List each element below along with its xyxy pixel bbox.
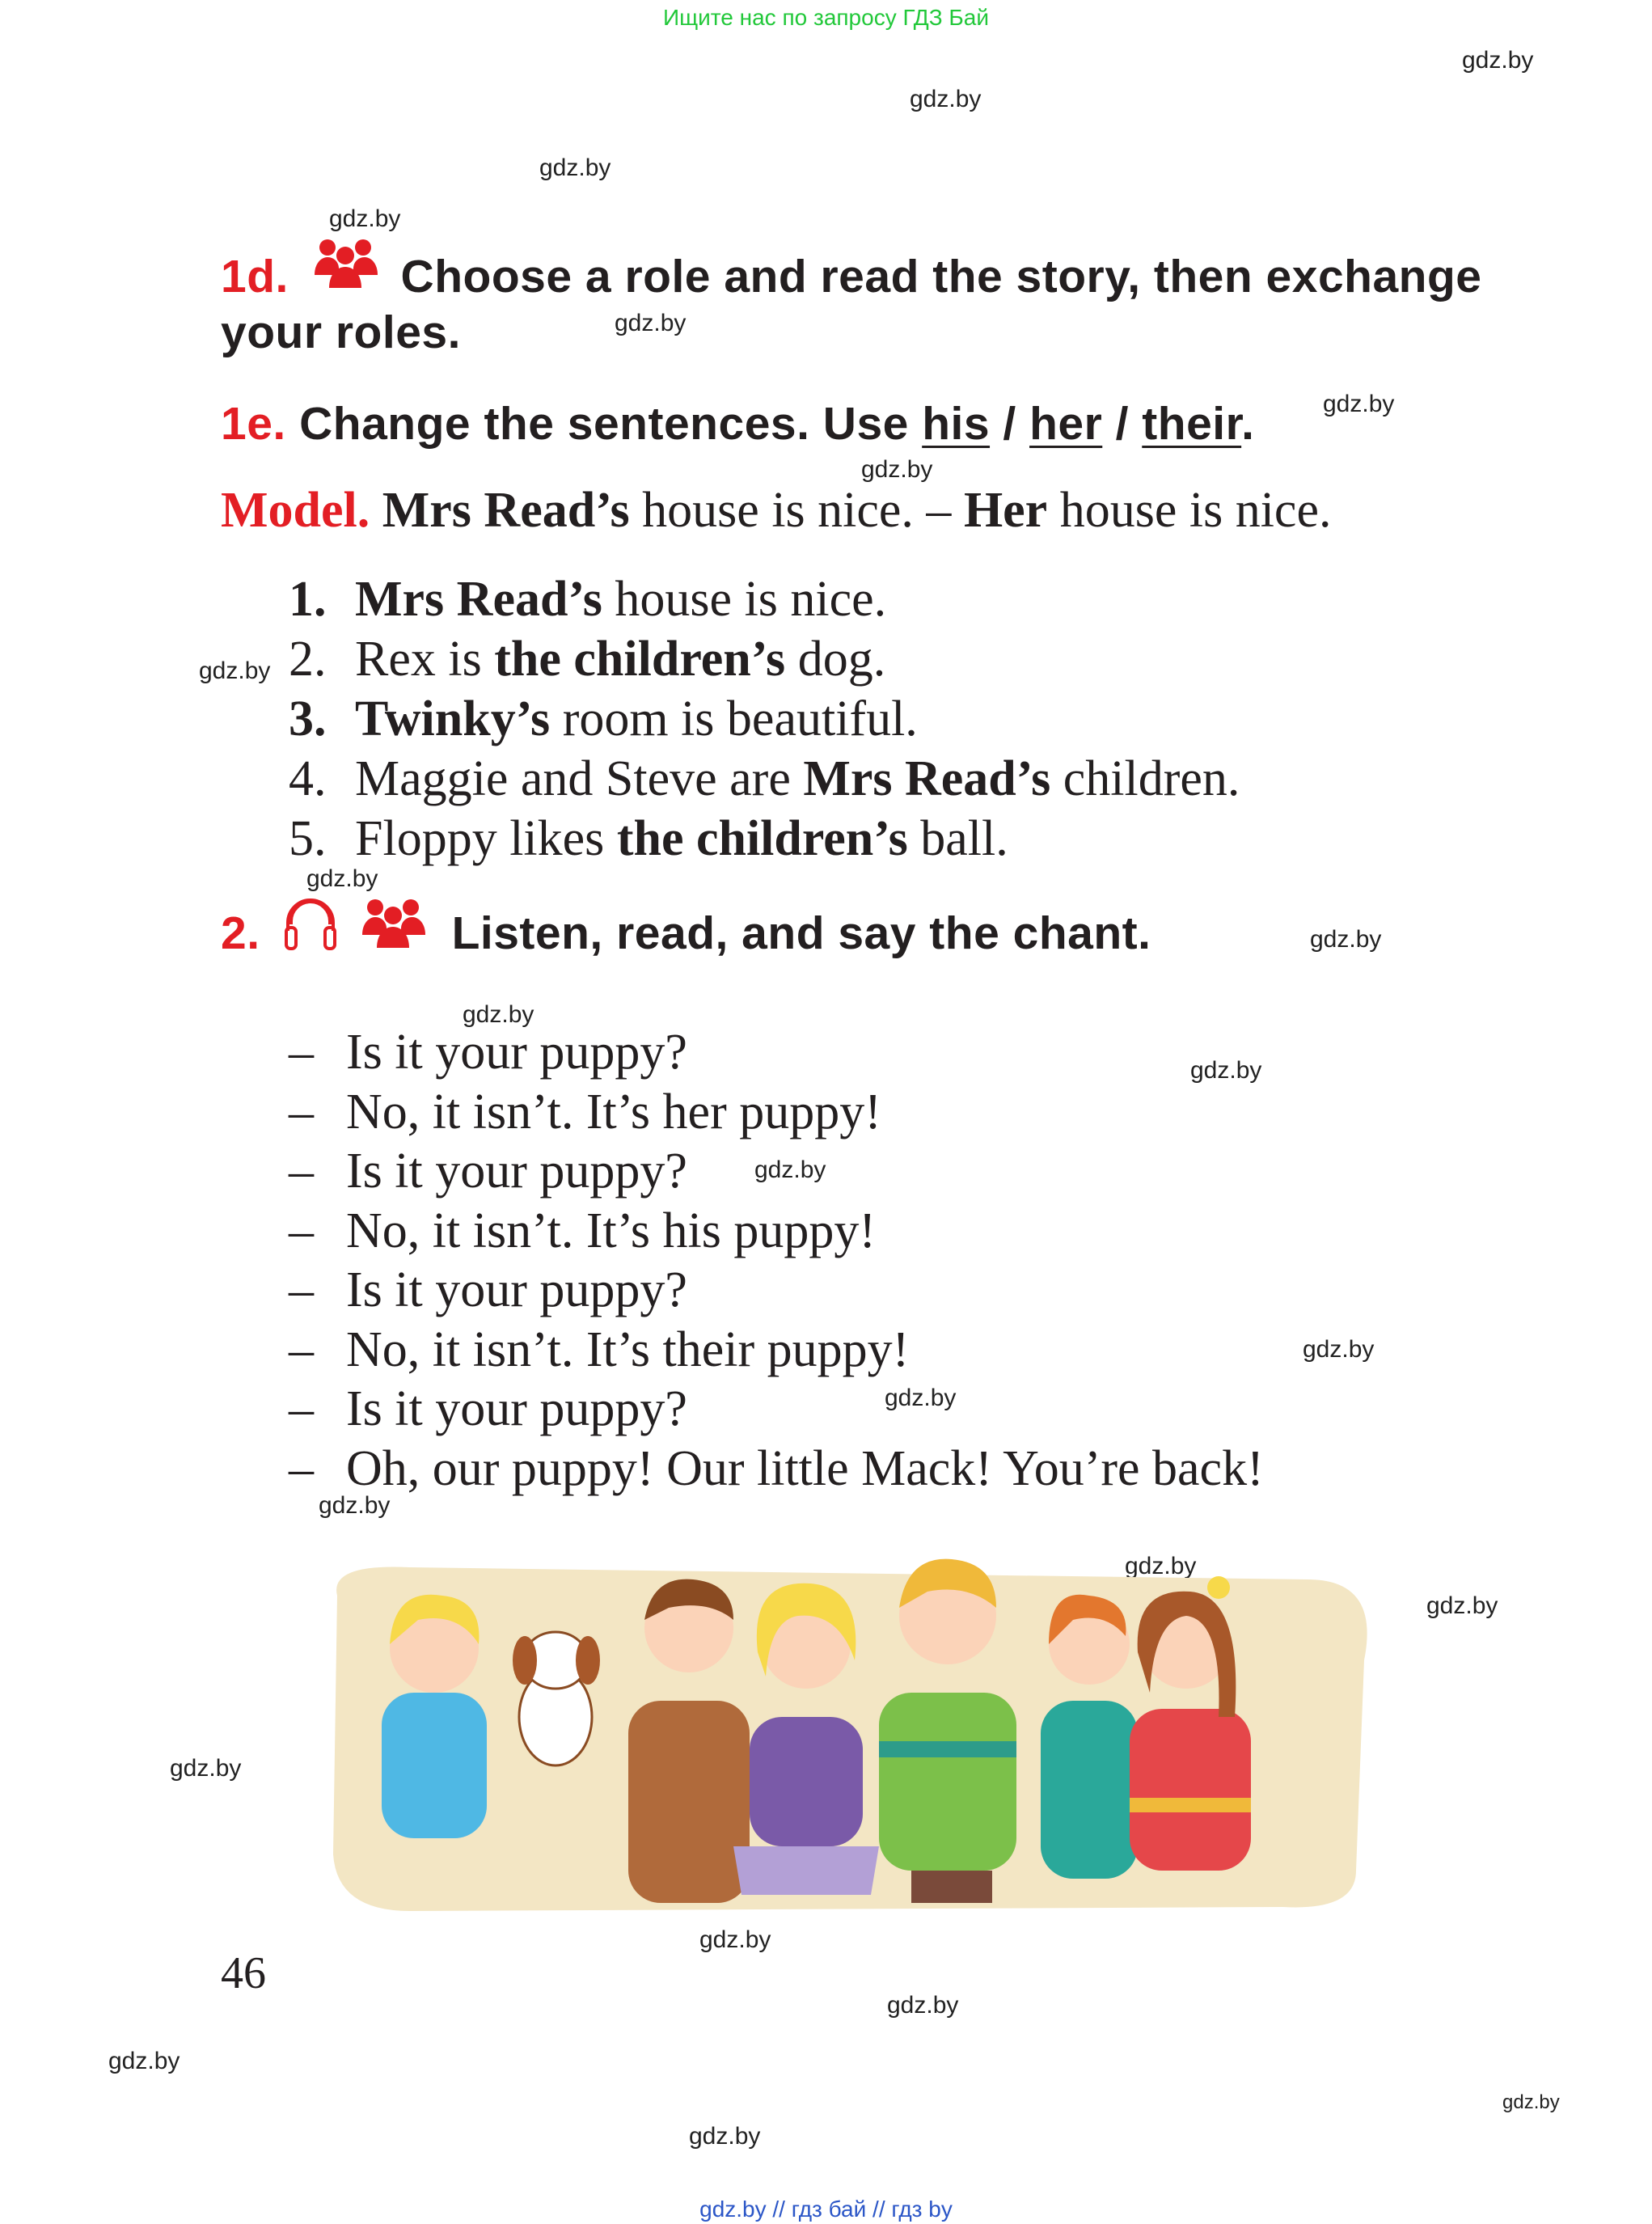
dash: – — [289, 1084, 314, 1139]
dash: – — [289, 1025, 314, 1080]
separator: / — [990, 398, 1030, 450]
boy-brown-sweater — [628, 1579, 750, 1903]
chant-line: No, it isn’t. It’s his puppy! — [346, 1203, 877, 1258]
text-phrase: ball. — [907, 811, 1008, 866]
watermark: gdz.by — [539, 154, 611, 181]
exercise-2-heading — [221, 907, 1151, 960]
model-label: Model. — [221, 483, 370, 538]
chant-line: Oh, our puppy! Our little Mack! You’re back! — [346, 1440, 1264, 1496]
girl-teal-sweater — [1041, 1595, 1138, 1879]
watermark: gdz.by — [689, 2123, 761, 2150]
model-sentence — [382, 483, 1332, 538]
watermark: gdz.by — [319, 1492, 391, 1519]
text-phrase: Rex is — [355, 632, 495, 687]
watermark: gdz.by — [329, 205, 401, 232]
bold-phrase: Her — [963, 483, 1048, 538]
item-number: 1. — [289, 572, 327, 627]
chant-line: Is it your puppy? — [346, 1381, 687, 1436]
model-line — [221, 483, 1332, 538]
chant-line: Is it your puppy? — [346, 1144, 687, 1199]
exercise-1e-text: Change the sentences. Use — [299, 398, 923, 450]
group-icon — [357, 898, 430, 958]
watermark: gdz.by — [1502, 2091, 1560, 2113]
boy-green-sweater — [879, 1559, 1016, 1903]
chant-line: No, it isn’t. It’s her puppy! — [346, 1084, 881, 1139]
watermark: gdz.by — [170, 1755, 242, 1782]
top-banner[interactable]: Ищите нас по запросу ГДЗ Бай — [662, 5, 990, 30]
sentence-item — [289, 691, 918, 746]
item-number: 5. — [289, 811, 327, 866]
text-phrase: room is beautiful. — [550, 691, 918, 746]
sentence-item — [289, 572, 887, 627]
watermark: gdz.by — [754, 1156, 826, 1183]
watermark: gdz.by — [1426, 1592, 1498, 1619]
sentence-item — [289, 751, 1240, 806]
chant-line: Is it your puppy? — [346, 1262, 687, 1317]
watermark: gdz.by — [1190, 1057, 1262, 1084]
page-number: 46 — [221, 1948, 266, 1998]
group-icon — [310, 238, 382, 298]
bold-phrase: Mrs Read’s — [382, 483, 630, 538]
exercise-number: 1e. — [221, 398, 286, 450]
watermark: gdz.by — [1462, 47, 1534, 74]
text-phrase: Maggie and Steve are — [355, 751, 804, 806]
watermark: gdz.by — [887, 1992, 959, 2019]
text-phrase: dog. — [785, 632, 886, 687]
option-her: her — [1029, 398, 1103, 450]
chant-line: No, it isn’t. It’s their puppy! — [346, 1321, 910, 1377]
sentence-item — [289, 632, 886, 687]
watermark: gdz.by — [1303, 1336, 1375, 1363]
bold-phrase: the children’s — [616, 811, 908, 866]
text-phrase: Floppy likes — [355, 811, 617, 866]
separator: / — [1102, 398, 1143, 450]
watermark: gdz.by — [199, 657, 271, 684]
sentence-item — [289, 811, 1008, 866]
watermark: gdz.by — [1310, 926, 1382, 953]
dash: – — [289, 1262, 314, 1317]
headphones-icon[interactable] — [280, 895, 341, 960]
period: . — [1241, 398, 1255, 450]
exercise-1e-heading — [221, 398, 1255, 450]
watermark: gdz.by — [885, 1385, 957, 1411]
children-with-puppy-illustration — [313, 1531, 1429, 1939]
watermark: gdz.by — [861, 456, 933, 483]
watermark: gdz.by — [463, 1001, 534, 1028]
watermark: gdz.by — [699, 1926, 771, 1953]
watermark: gdz.by — [1125, 1553, 1197, 1579]
chant-line: Is it your puppy? — [346, 1025, 687, 1080]
footer-links[interactable]: gdz.by // гдз бай // гдз by — [699, 2197, 953, 2222]
exercise-number: 1d. — [221, 251, 289, 302]
dash: – — [289, 1203, 314, 1258]
exercise-1d-text: Choose a role and read the story, then exchange — [400, 251, 1482, 302]
watermark: gdz.by — [306, 865, 378, 892]
bold-phrase: Mrs Read’s — [803, 751, 1051, 806]
text-phrase: children. — [1050, 751, 1240, 806]
watermark: gdz.by — [108, 2048, 180, 2074]
option-his: his — [922, 398, 991, 450]
text-phrase: house is nice. — [1047, 483, 1332, 538]
dash: – — [289, 1321, 314, 1377]
dash: – — [289, 1144, 314, 1199]
bold-phrase: Twinky’s — [355, 691, 551, 746]
exercise-number: 2. — [221, 907, 260, 959]
exercise-1d-line1 — [221, 251, 1482, 302]
text-phrase: house is nice. – — [629, 483, 964, 538]
bold-phrase: Mrs Read’s — [355, 572, 602, 627]
text-phrase: house is nice. — [602, 572, 887, 627]
watermark: gdz.by — [615, 310, 687, 336]
watermark: gdz.by — [910, 86, 982, 112]
item-number: 3. — [289, 691, 327, 746]
dash: – — [289, 1381, 314, 1436]
item-number: 4. — [289, 751, 327, 806]
exercise-1d-line2: your roles. — [221, 307, 461, 358]
item-number: 2. — [289, 632, 327, 687]
bold-phrase: the children’s — [494, 632, 786, 687]
exercise-2-title: Listen, read, and say the chant. — [451, 907, 1151, 959]
dash: – — [289, 1440, 314, 1496]
watermark: gdz.by — [1323, 391, 1395, 417]
option-their: their — [1142, 398, 1242, 450]
